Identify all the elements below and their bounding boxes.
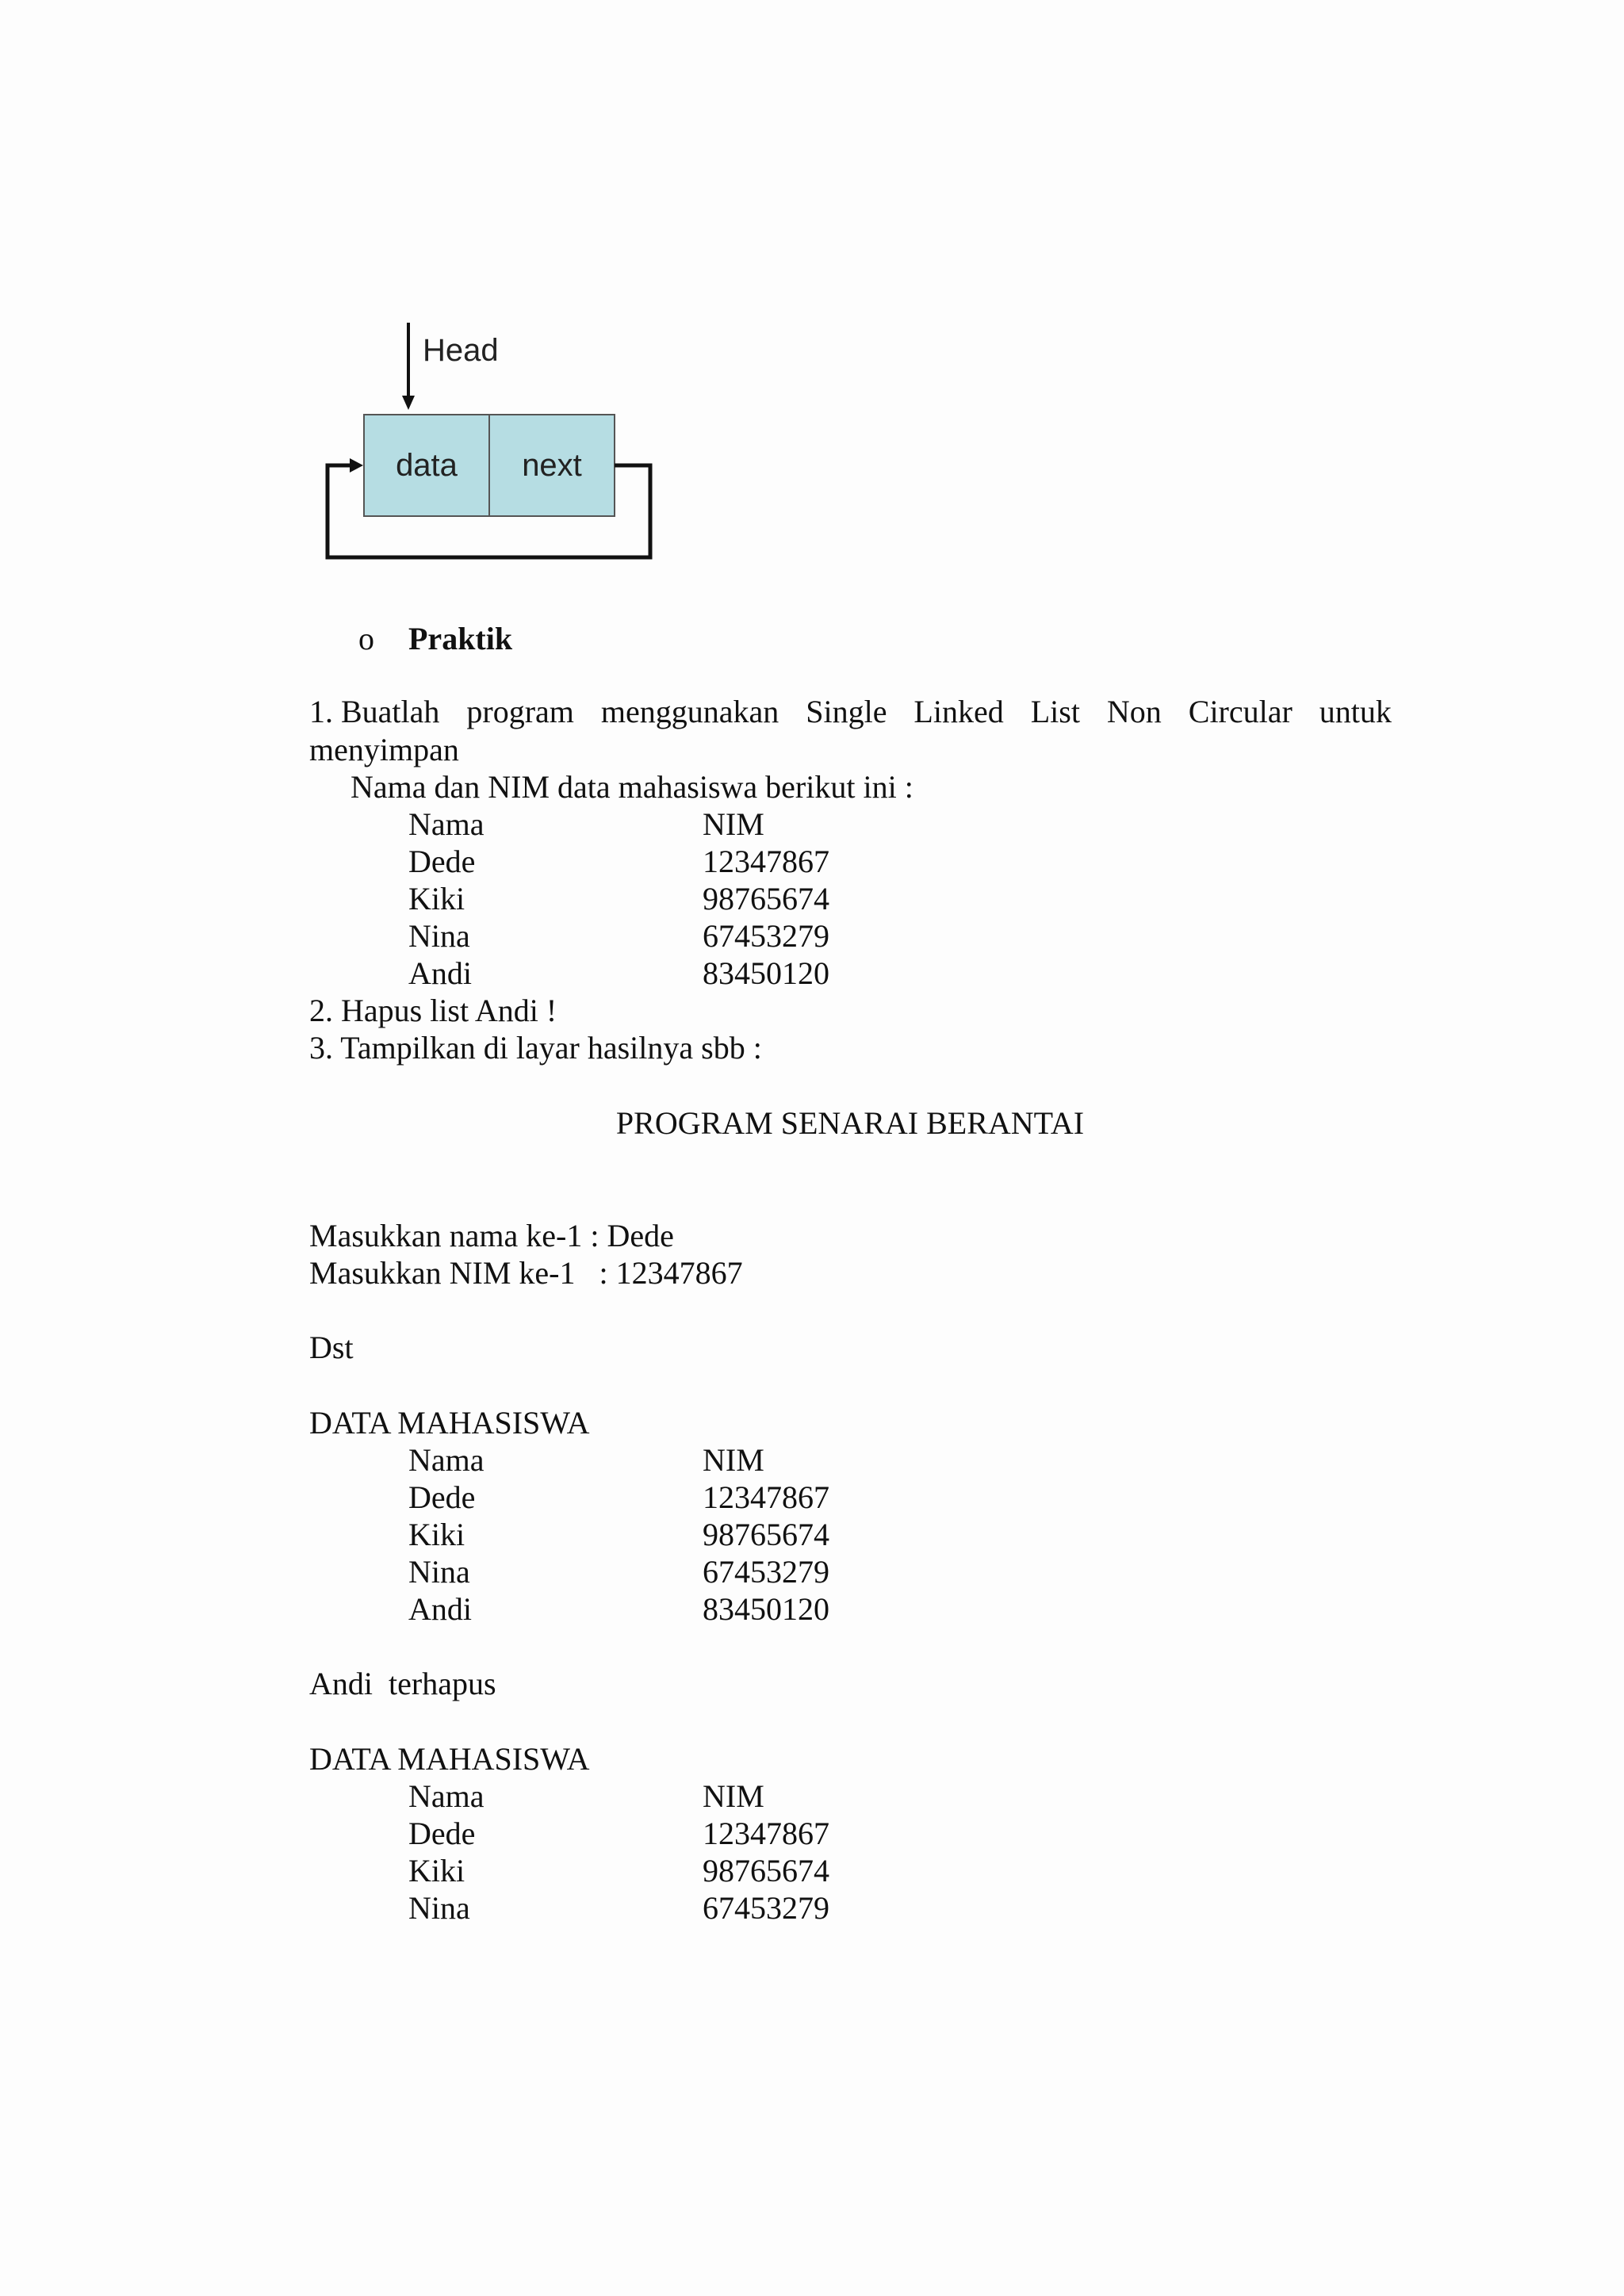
table1-row-nim: 67453279 [703, 918, 829, 954]
data-mahasiswa-title: DATA MAHASISWA [309, 1405, 590, 1441]
table-a-header-nama: Nama [408, 1442, 485, 1478]
task1-word: program [466, 694, 574, 729]
table1-row-nim: 12347867 [703, 844, 829, 879]
table-b-row-name: Kiki [408, 1853, 465, 1888]
table1-header-nim: NIM [703, 806, 764, 842]
table-b-header-nim: NIM [703, 1778, 764, 1814]
table-a-header-nim: NIM [703, 1442, 764, 1478]
next-label: next [522, 448, 582, 483]
task2-text: 2. Hapus list Andi ! [309, 993, 557, 1028]
program-title: PROGRAM SENARAI BERANTAI [615, 1105, 1085, 1141]
table-a-row-name: Dede [408, 1479, 476, 1515]
table1-row-nim: 83450120 [703, 955, 829, 991]
data-mahasiswa-title: DATA MAHASISWA [309, 1741, 590, 1777]
task1-word: List [1030, 694, 1080, 729]
task1-line1 [309, 693, 1392, 731]
table-b-row-nim: 12347867 [703, 1816, 829, 1851]
data-label: data [396, 448, 458, 483]
task1-word: untuk [1319, 694, 1392, 729]
task1-word: Non [1106, 694, 1162, 729]
bullet-marker: o [358, 621, 374, 656]
task1-word: Linked [914, 694, 1004, 729]
table1-row-name: Nina [408, 918, 470, 954]
table1-row-nim: 98765674 [703, 881, 829, 916]
table-a-row-nim: 12347867 [703, 1479, 829, 1515]
task1-word: Single [806, 694, 887, 729]
table1-row-name: Andi [408, 955, 472, 991]
table-a-row-nim: 83450120 [703, 1591, 829, 1627]
table1-row-name: Dede [408, 844, 476, 879]
table-a-row-nim: 98765674 [703, 1517, 829, 1552]
loop-back-arrow-head [350, 458, 363, 473]
head-label: Head [423, 333, 499, 368]
table-b-row-name: Dede [408, 1816, 476, 1851]
head-arrow-head [402, 396, 415, 410]
prompt-nim: Masukkan NIM ke-1 : 12347867 [309, 1255, 743, 1291]
task1-word: menggunakan [600, 694, 779, 729]
circular-linked-list-diagram [313, 313, 662, 575]
table-a-row-name: Andi [408, 1591, 472, 1627]
task1-line3: Nama dan NIM data mahasiswa berikut ini : [350, 769, 914, 805]
table-b-header-nama: Nama [408, 1778, 485, 1814]
dst-text: Dst [309, 1330, 354, 1365]
task1-word: Circular [1188, 694, 1293, 729]
table1-row-name: Kiki [408, 881, 465, 916]
table-a-row-name: Kiki [408, 1517, 465, 1552]
table-b-row-name: Nina [408, 1890, 470, 1926]
task1-word: 1. Buatlah [309, 694, 440, 729]
table-a-row-name: Nina [408, 1554, 470, 1590]
table1-header-nama: Nama [408, 806, 485, 842]
table-b-row-nim: 67453279 [703, 1890, 829, 1926]
section-title: Praktik [408, 621, 513, 656]
task3-text: 3. Tampilkan di layar hasilnya sbb : [309, 1030, 762, 1066]
task1-line2: menyimpan [309, 732, 459, 767]
table-a-row-nim: 67453279 [703, 1554, 829, 1590]
deleted-message: Andi terhapus [309, 1666, 496, 1701]
table-b-row-nim: 98765674 [703, 1853, 829, 1888]
prompt-name: Masukkan nama ke-1 : Dede [309, 1218, 674, 1253]
